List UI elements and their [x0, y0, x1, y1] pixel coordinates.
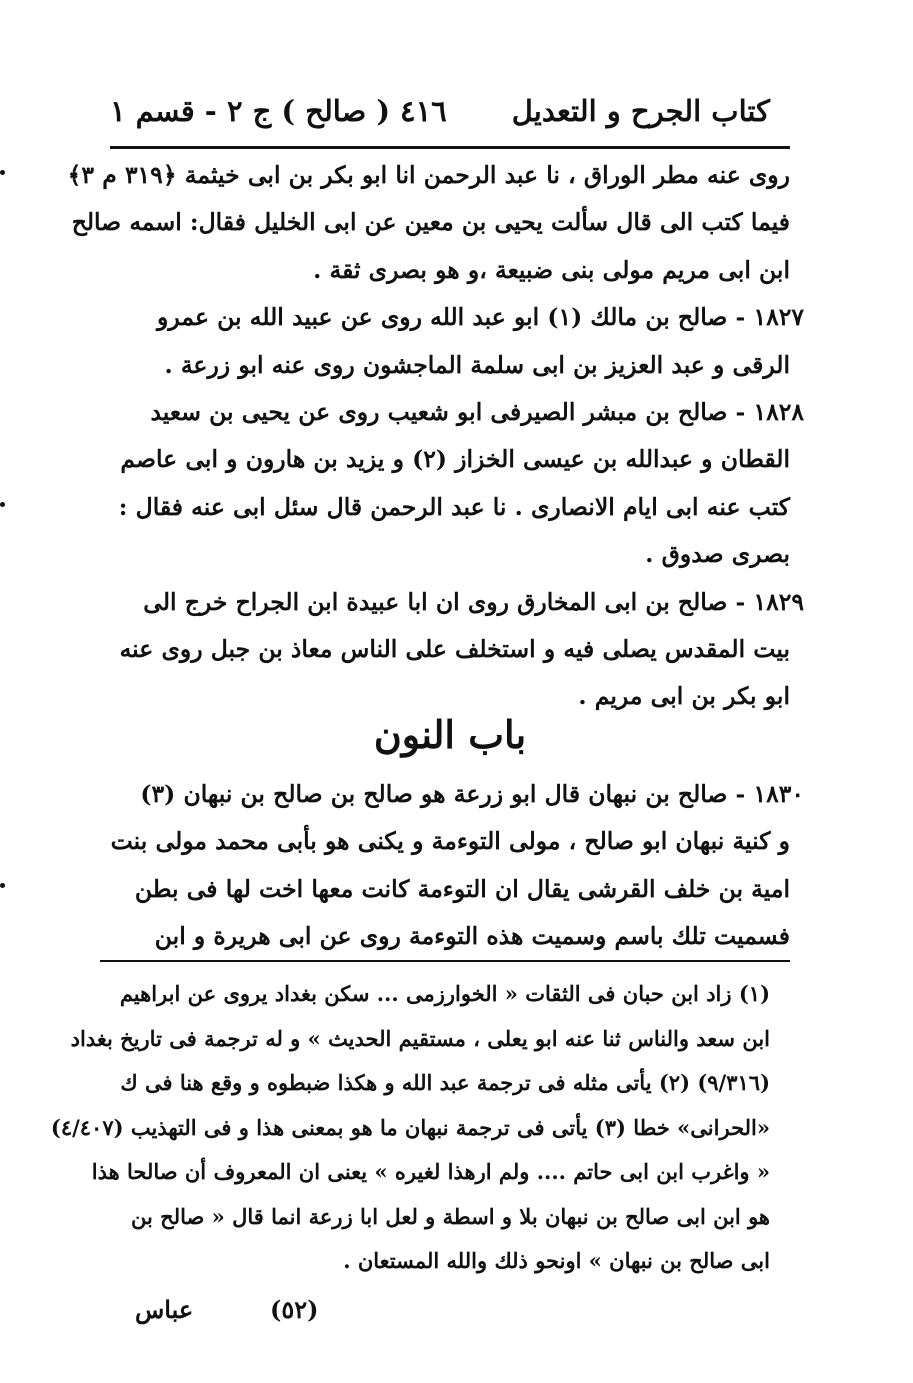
footnotes — [50, 972, 770, 1284]
entry-1828-line: ١٨٢٨ - صالح بن مبشر الصيرفى ابو شعيب روى عن يحيى بن سعيد — [150, 397, 804, 426]
signature-number: (٥٢) — [270, 1295, 319, 1324]
entry-1829-line: ١٨٢٩ - صالح بن ابى المخارق روى ان ابا عبيدة ابن الجراح خرج الى — [143, 587, 804, 616]
text-line: الرقى و عبد العزيز بن ابى سلمة الماجشون روى عنه ابو زرعة . — [164, 350, 790, 379]
page-number: ٤١٦ — [400, 94, 447, 128]
main-text-part-1 — [67, 152, 804, 721]
text-line: فيما كتب الى قال سألت يحيى بن معين عن ابى الخليل فقال: اسمه صالح — [71, 208, 790, 237]
footnote-line: « واغرب ابن ابى حاتم .... ولم ارهذا لغيره » يعنى ان المعروف أن صالحا هذا — [91, 1159, 770, 1184]
main-text-part-2 — [110, 771, 804, 961]
printer-name: عباس — [135, 1295, 194, 1324]
footnote-line: «الحرانى» خطا (٣) يأتى فى ترجمة نبهان ما هو بمعنى هذا و فى التهذيب (٤/٤٠٧) — [50, 1114, 770, 1140]
footnote-line: ابن سعد والناس ثنا عنه ابو يعلى ، مستقيم الحديث » و له ترجمة فى تاريخ بغداد — [70, 1025, 770, 1051]
entry-1827-line: ١٨٢٧ - صالح بن مالك (١) ابو عبد الله روى عن عبيد الله بن عمرو — [157, 303, 804, 332]
text-line: امية بن خلف القرشى يقال ان التوءمة كانت معها اخت لها فى بطن — [134, 874, 790, 903]
text-line: ابن ابى مريم مولى بنى ضبيعة ،و هو بصرى ثقة . — [313, 255, 790, 284]
margin-mark — [0, 170, 5, 175]
text-line: القطان و عبدالله بن عيسى الخزاز (٢) و يزيد بن هارون و ابى عاصم — [120, 445, 790, 474]
text-line: فسميت تلك باسم وسميت هذه التوءمة روى عن ابى هريرة و ابن — [154, 922, 790, 951]
footnote-line: (١) زاد ابن حبان فى الثقات « الخوارزمى ... سكن بغداد يروى عن ابراهيم — [119, 981, 770, 1006]
footnote-line: هو ابن ابى صالح بن نبهان بلا و اسطة و لعل ابا زرعة انما قال « صالح بن — [131, 1203, 770, 1229]
text-line: ابو بكر بن ابى مريم . — [578, 682, 790, 711]
text-line: و كنية نبهان ابو صالح ، مولى التوءمة و يكنى هو بأبى محمد مولى بنت — [110, 827, 790, 856]
page-footer — [110, 1295, 770, 1335]
footnote-rule — [100, 960, 790, 962]
text-line: كتب عنه ابى ايام الانصارى . نا عبد الرحمن قال سئل ابى عنه فقال : — [118, 492, 790, 521]
margin-mark — [0, 502, 5, 507]
text-line: بيت المقدس يصلى فيه و استخلف على الناس معاذ بن جبل روى عنه — [119, 634, 790, 663]
margin-mark — [0, 883, 5, 888]
entry-1830-line: ١٨٣٠ - صالح بن نبهان قال ابو زرعة هو صالح بن صالح بن نبهان (٣) — [140, 780, 804, 808]
running-header — [110, 88, 770, 138]
text-line: بصرى صدوق . — [645, 540, 790, 569]
footnote-line: ابى صالح بن نبهان » اونحو ذلك والله المستعان . — [343, 1248, 770, 1273]
header-rule — [110, 146, 790, 149]
section-label: ( صالح ) ج ٢ - قسم ١ — [110, 94, 391, 128]
book-title: كتاب الجرح و التعديل — [511, 94, 770, 128]
text-line: روى عنه مطر الوراق ، نا عبد الرحمن انا ابو بكر بن ابى خيثمة ﴿٣١٩ م ٣﴾ — [67, 161, 790, 189]
chapter-title: باب النون — [373, 712, 527, 757]
footnote-line: (٩/٣١٦) (٢) يأتى مثله فى ترجمة عبد الله و هكذا ضبطوه و وقع هنا فى ك — [120, 1070, 770, 1095]
